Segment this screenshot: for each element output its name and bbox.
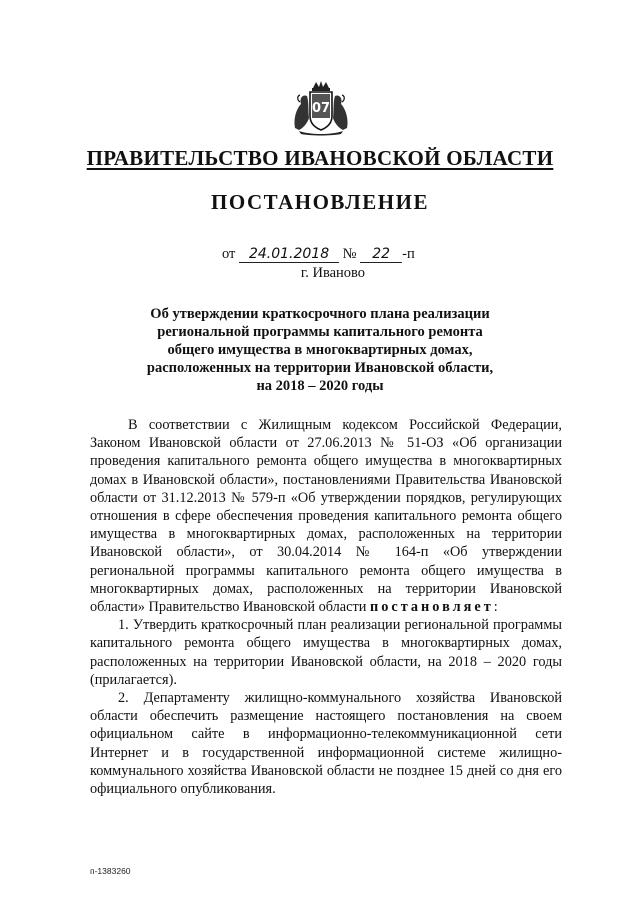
document-body [90, 416, 562, 798]
number-label: № [342, 246, 357, 262]
date-number-line [222, 246, 415, 263]
document-subject [110, 305, 530, 395]
city: г. Иваново [300, 265, 366, 281]
from-label: от [222, 246, 236, 262]
preamble-text: В соответствии с Жилищным кодексом Российской Федерации, Законом Ивановской области от 27.06.2013 № 51-ОЗ «Об организации проведения капитального ремонта общего имущества в многоквартирных домах в Ивановской области», постановлениями Правительства Ивановской области от 31.12.2013 № 579-п «Об утверждении порядков, регулирующих отношения в сфере обеспечения проведения капитального ремонта общего имущества в многоквартирных домах, расположенных на территории Ивановской области», от 30.04.2014 № 164-п «Об утверждении региональной программы капитального ремонта общего имущества в многоквартирных домах, расположенных на территории Ивановской области» Правительство Ивановской области [90, 417, 562, 616]
subject-line: на 2018 – 2020 годы [256, 378, 384, 394]
subject-line: Об утверждении краткосрочного плана реализации [150, 306, 490, 322]
preamble-paragraph [90, 416, 562, 616]
document-type: ПОСТАНОВЛЕНИЕ [211, 190, 429, 214]
item-1-paragraph: 1. Утвердить краткосрочный план реализации региональной программы капитального ремонта общего имущества в многоквартирных домах, расположенных на территории Ивановской области, на 2018 – 2020 годы (прилагается). [90, 617, 562, 688]
government-title: ПРАВИТЕЛЬСТВО ИВАНОВСКОЙ ОБЛАСТИ [86, 146, 554, 170]
document-date: 24.01.2018 [239, 247, 339, 263]
subject-line: региональной программы капитального ремонта [157, 324, 483, 340]
document-number: 22 [360, 247, 402, 263]
subject-line: общего имущества в многоквартирных домах, [167, 342, 473, 358]
decree-word: постановляет [369, 599, 494, 616]
number-suffix: -п [402, 246, 415, 262]
item-2-paragraph: 2. Департаменту жилищно-коммунального хозяйства Ивановской области обеспечить размещение настоящего постановления на своем официальном сайте в информационно-телекоммуникационной сети Интернет и в государственной информационной системе жилищно-коммунального хозяйства Ивановской области не позднее 15 дней со дня его официального опубликования. [90, 690, 562, 798]
emblem-text: 07 [311, 101, 331, 116]
coat-of-arms-ivanovo-icon [291, 78, 351, 136]
subject-line: расположенных на территории Ивановской области, [146, 360, 494, 376]
decree-colon: : [493, 599, 498, 616]
footer-document-code: п-1383260 [90, 866, 131, 876]
